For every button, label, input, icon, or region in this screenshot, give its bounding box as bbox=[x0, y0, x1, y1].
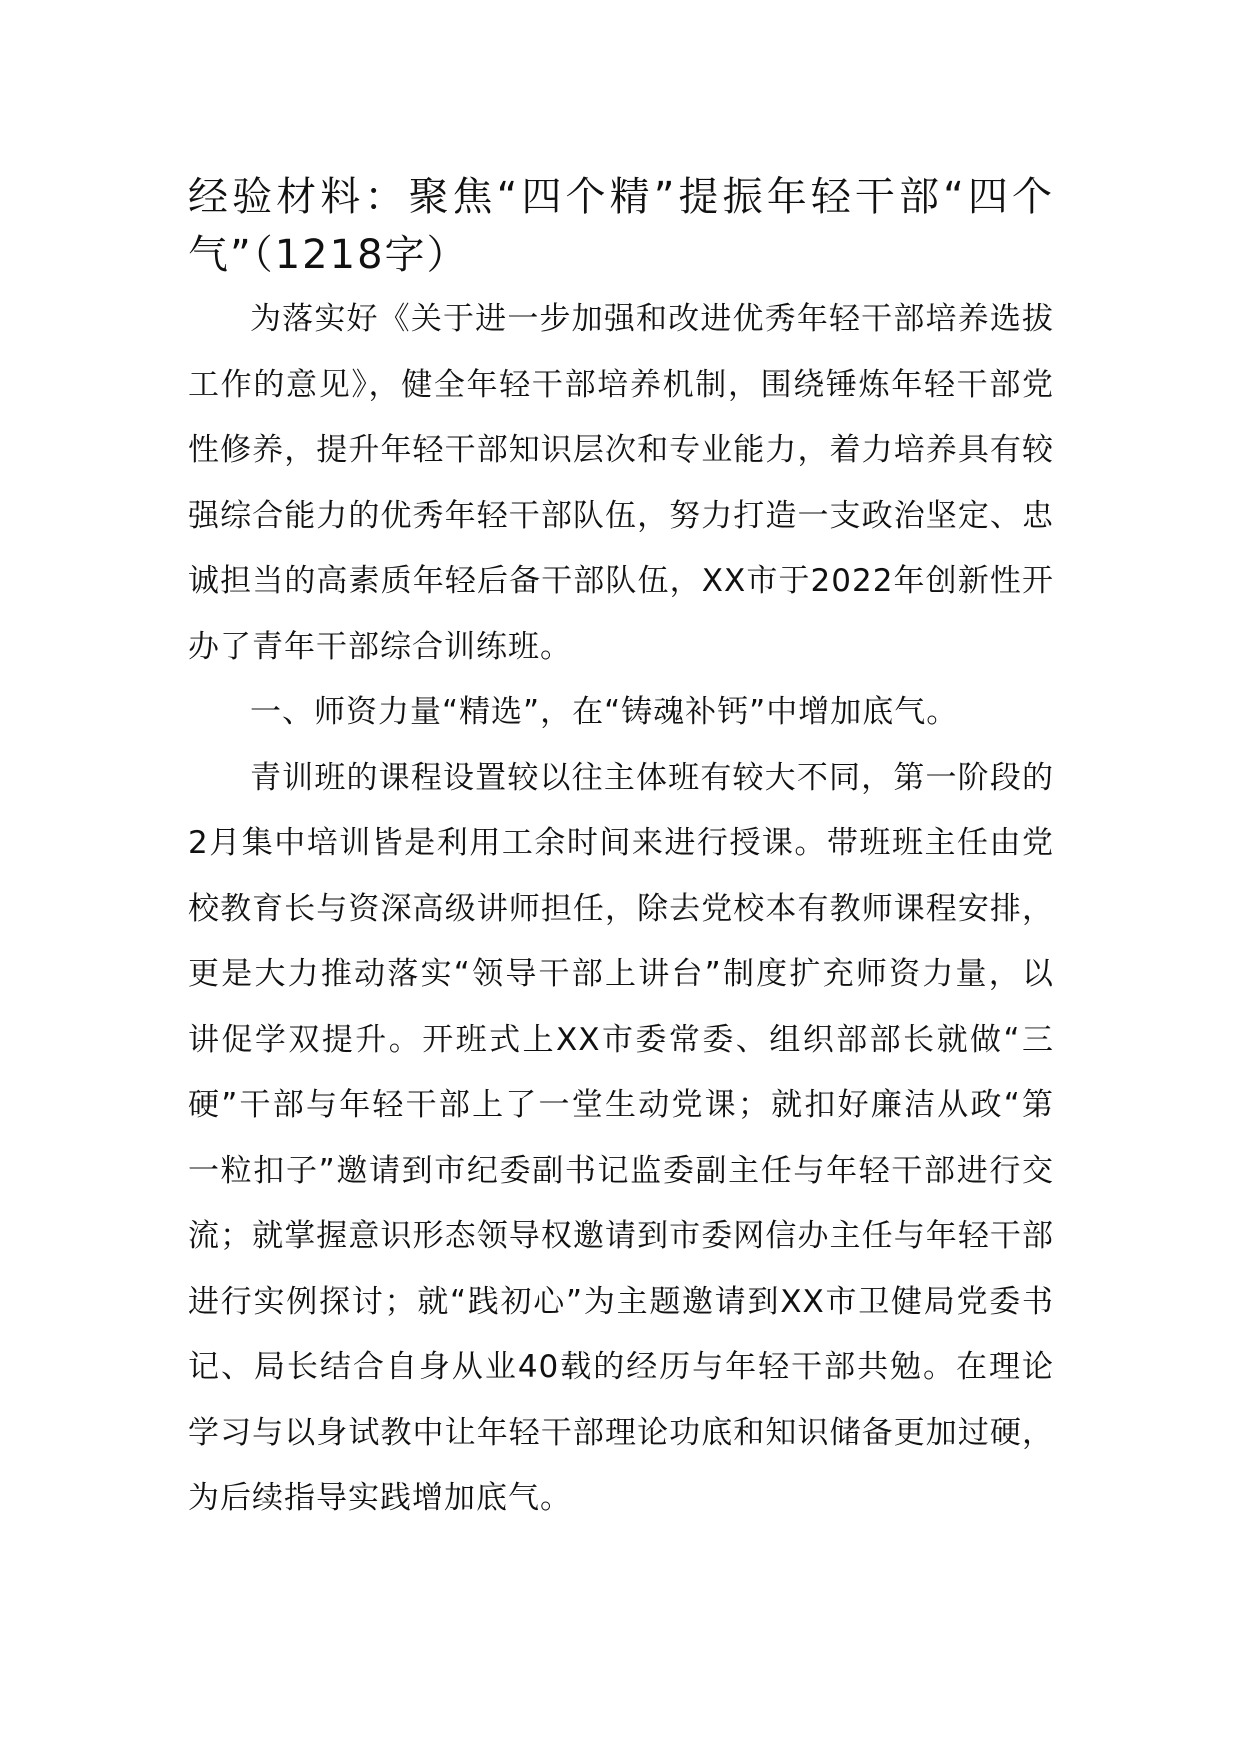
document-title: 经验材料：聚焦“四个精”提振年轻干部“四个气”（1218字） bbox=[188, 174, 1054, 278]
paragraph-intro: 为落实好《关于进一步加强和改进优秀年轻干部培养选拔工作的意见》，健全年轻干部培养机制，围绕锤炼年轻干部党性修养，提升年轻干部知识层次和专业能力，着力培养具有较强综合能力的优秀年轻干部队伍，努力打造一支政治坚定、忠诚担当的高素质年轻后备干部队伍，XX市于2022年创新性开办了青年干部综合训练班。 bbox=[188, 301, 1054, 665]
document-page bbox=[188, 168, 1054, 1532]
section-heading-1: 一、师资力量“精选”，在“铸魂补钙”中增加底气。 bbox=[250, 694, 959, 730]
paragraph-section-1: 青训班的课程设置较以往主体班有较大不同，第一阶段的2月集中培训皆是利用工余时间来进行授课。带班班主任由党校教育长与资深高级讲师担任，除去党校本有教师课程安排，更是大力推动落实“领导干部上讲台”制度扩充师资力量，以讲促学双提升。开班式上XX市委常委、组织部部长就做“三硬”干部与年轻干部上了一堂生动党课；就扣好廉洁从政“第一粒扣子”邀请到市纪委副书记监委副主任与年轻干部进行交流；就掌握意识形态领导权邀请到市委网信办主任与年轻干部进行实例探讨；就“践初心”为主题邀请到XX市卫健局党委书记、局长结合自身从业40载的经历与年轻干部共勉。在理论学习与以身试教中让年轻干部理论功底和知识储备更加过硬，为后续指导实践增加底气。 bbox=[188, 759, 1054, 1516]
